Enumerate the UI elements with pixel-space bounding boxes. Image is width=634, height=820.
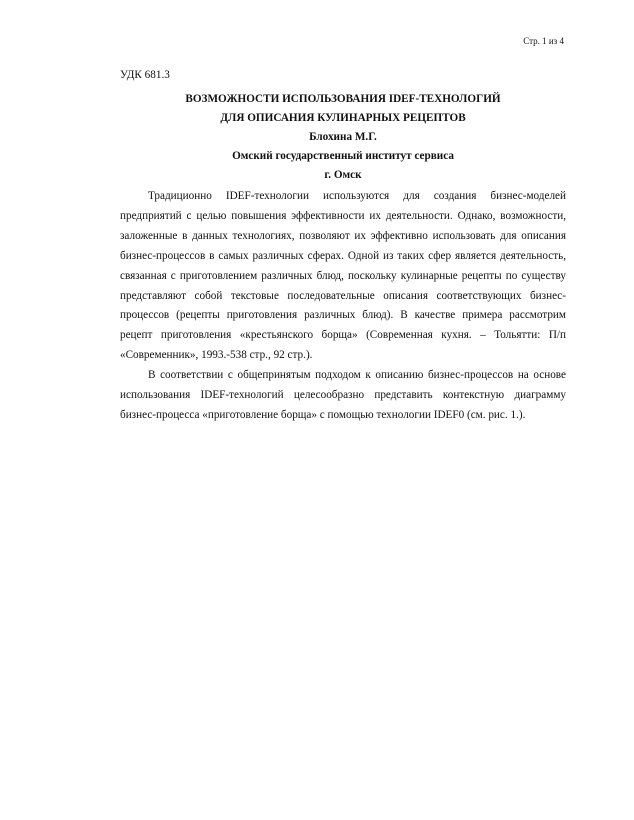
paragraph-1: Традиционно IDEF-технологии используются для создания бизнес-моделей предприятий с целью повышения эффективности их деятельности. Однако, возможности, заложенные в данных технологиях, позволяют их эффективно использовать для описания бизнес-процессов в самых различных сферах. Одной из таких сфер является деятельность, связанная с приготовлением различных блюд, поскольку кулинарные рецепты по существу представляют собой текстовые последовательные описания соответствующих бизнес-процессов (рецепты приготовления различных блюд). В качестве примера рассмотрим рецепт приготовления «крестьянского борща» (Современная кухня. – Тольятти: П/п «Современник», 1993.-538 стр., 92 стр.). bbox=[120, 190, 566, 362]
article-title-line-1: ВОЗМОЖНОСТИ ИСПОЛЬЗОВАНИЯ IDEF-ТЕХНОЛОГИЙ bbox=[185, 93, 501, 105]
article-body bbox=[120, 68, 566, 426]
city-name: г. Омск bbox=[324, 169, 362, 181]
udk-code: УДК 681.3 bbox=[120, 69, 170, 81]
author-name: Блохина М.Г. bbox=[309, 131, 377, 143]
page-counter: Стр. 1 из 4 bbox=[523, 36, 564, 46]
article-title-line-2: ДЛЯ ОПИСАНИЯ КУЛИНАРНЫХ РЕЦЕПТОВ bbox=[220, 112, 466, 124]
paragraph-2: В соответствии с общепринятым подходом к описанию бизнес-процессов на основе использования IDEF-технологий целесообразно представить контекстную диаграмму бизнес-процесса «приготовление борща» с помощью технологии IDEF0 (см. рис. 1.). bbox=[120, 369, 566, 421]
institution-name: Омский государственный институт сервиса bbox=[232, 150, 454, 162]
